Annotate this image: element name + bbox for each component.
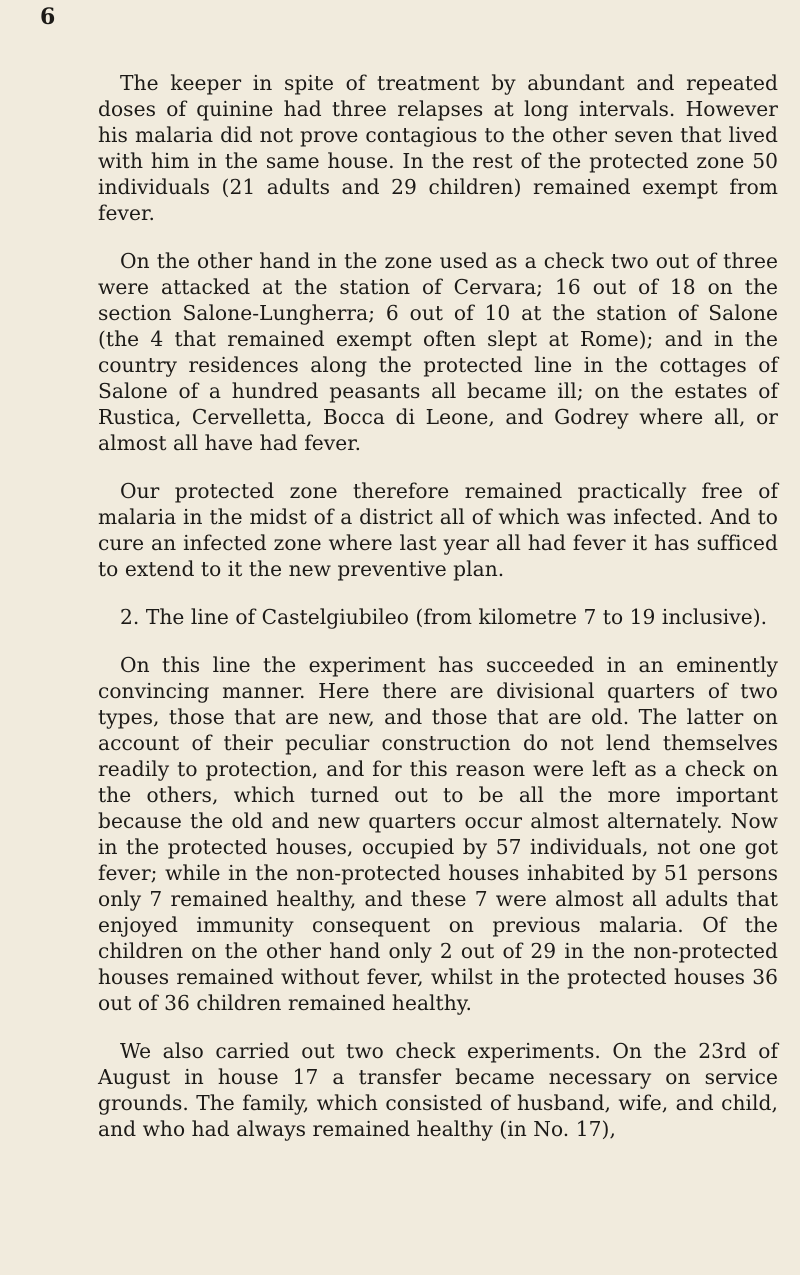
paragraph-check-experiments: We also carried out two check experiments. On the 23rd of August in house 17 a transfer became necessary on service grounds. The family, which consisted of husband, wife, and child, and who had always remained healthy (in No. 17), xyxy=(98,1039,778,1141)
page-number: 6 xyxy=(40,4,56,30)
body-text xyxy=(98,70,778,1142)
paragraph-castelgiubileo-experiment: On this line the experiment has succeeded in an eminently convincing manner. Here there are divisional quarters of two types, those that are new, and those that are old. The latter on account of their peculiar construction do not lend themselves readily to protection, and for this reason were left as a check on the others, which turned out to be all the more important because the old and new quarters occur almost alternately. Now in the protected houses, occupied by 57 individuals, not one got fever; while in the non-protected houses inhabited by 51 persons only 7 remained healthy, and these 7 were almost all adults that enjoyed immunity consequent on previous malaria. Of the children on the other hand only 2 out of 29 in the non-protected houses remained without fever, whilst in the protected houses 36 out of 36 children remained healthy. xyxy=(98,653,778,1015)
paragraph-check-zone: On the other hand in the zone used as a check two out of three were attacked at the station of Cervara; 16 out of 18 on the section Salone-Lungherra; 6 out of 10 at the station of Salone (the 4 that remained exempt often slept at Rome); and in the country residences along the protected line in the cottages of Salone of a hundred peasants all became ill; on the estates of Rustica, Cervelletta, Bocca di Leone, and Godrey where all, or almost all have had fever. xyxy=(98,249,778,455)
paragraph-keeper-relapses: The keeper in spite of treatment by abundant and repeated doses of quinine had three relapses at long intervals. However his malaria did not prove contagious to the other seven that lived with him in the same house. In the rest of the protected zone 50 individuals (21 adults and 29 children) remained exempt from fever. xyxy=(98,71,778,225)
section-heading-castelgiubileo: 2. The line of Castelgiubileo (from kilometre 7 to 19 inclusive). xyxy=(120,605,768,629)
paragraph-protected-zone-result: Our protected zone therefore remained practically free of malaria in the midst of a district all of which was infected. And to cure an infected zone where last year all had fever it has sufficed to extend to it the new preventive plan. xyxy=(98,479,778,581)
